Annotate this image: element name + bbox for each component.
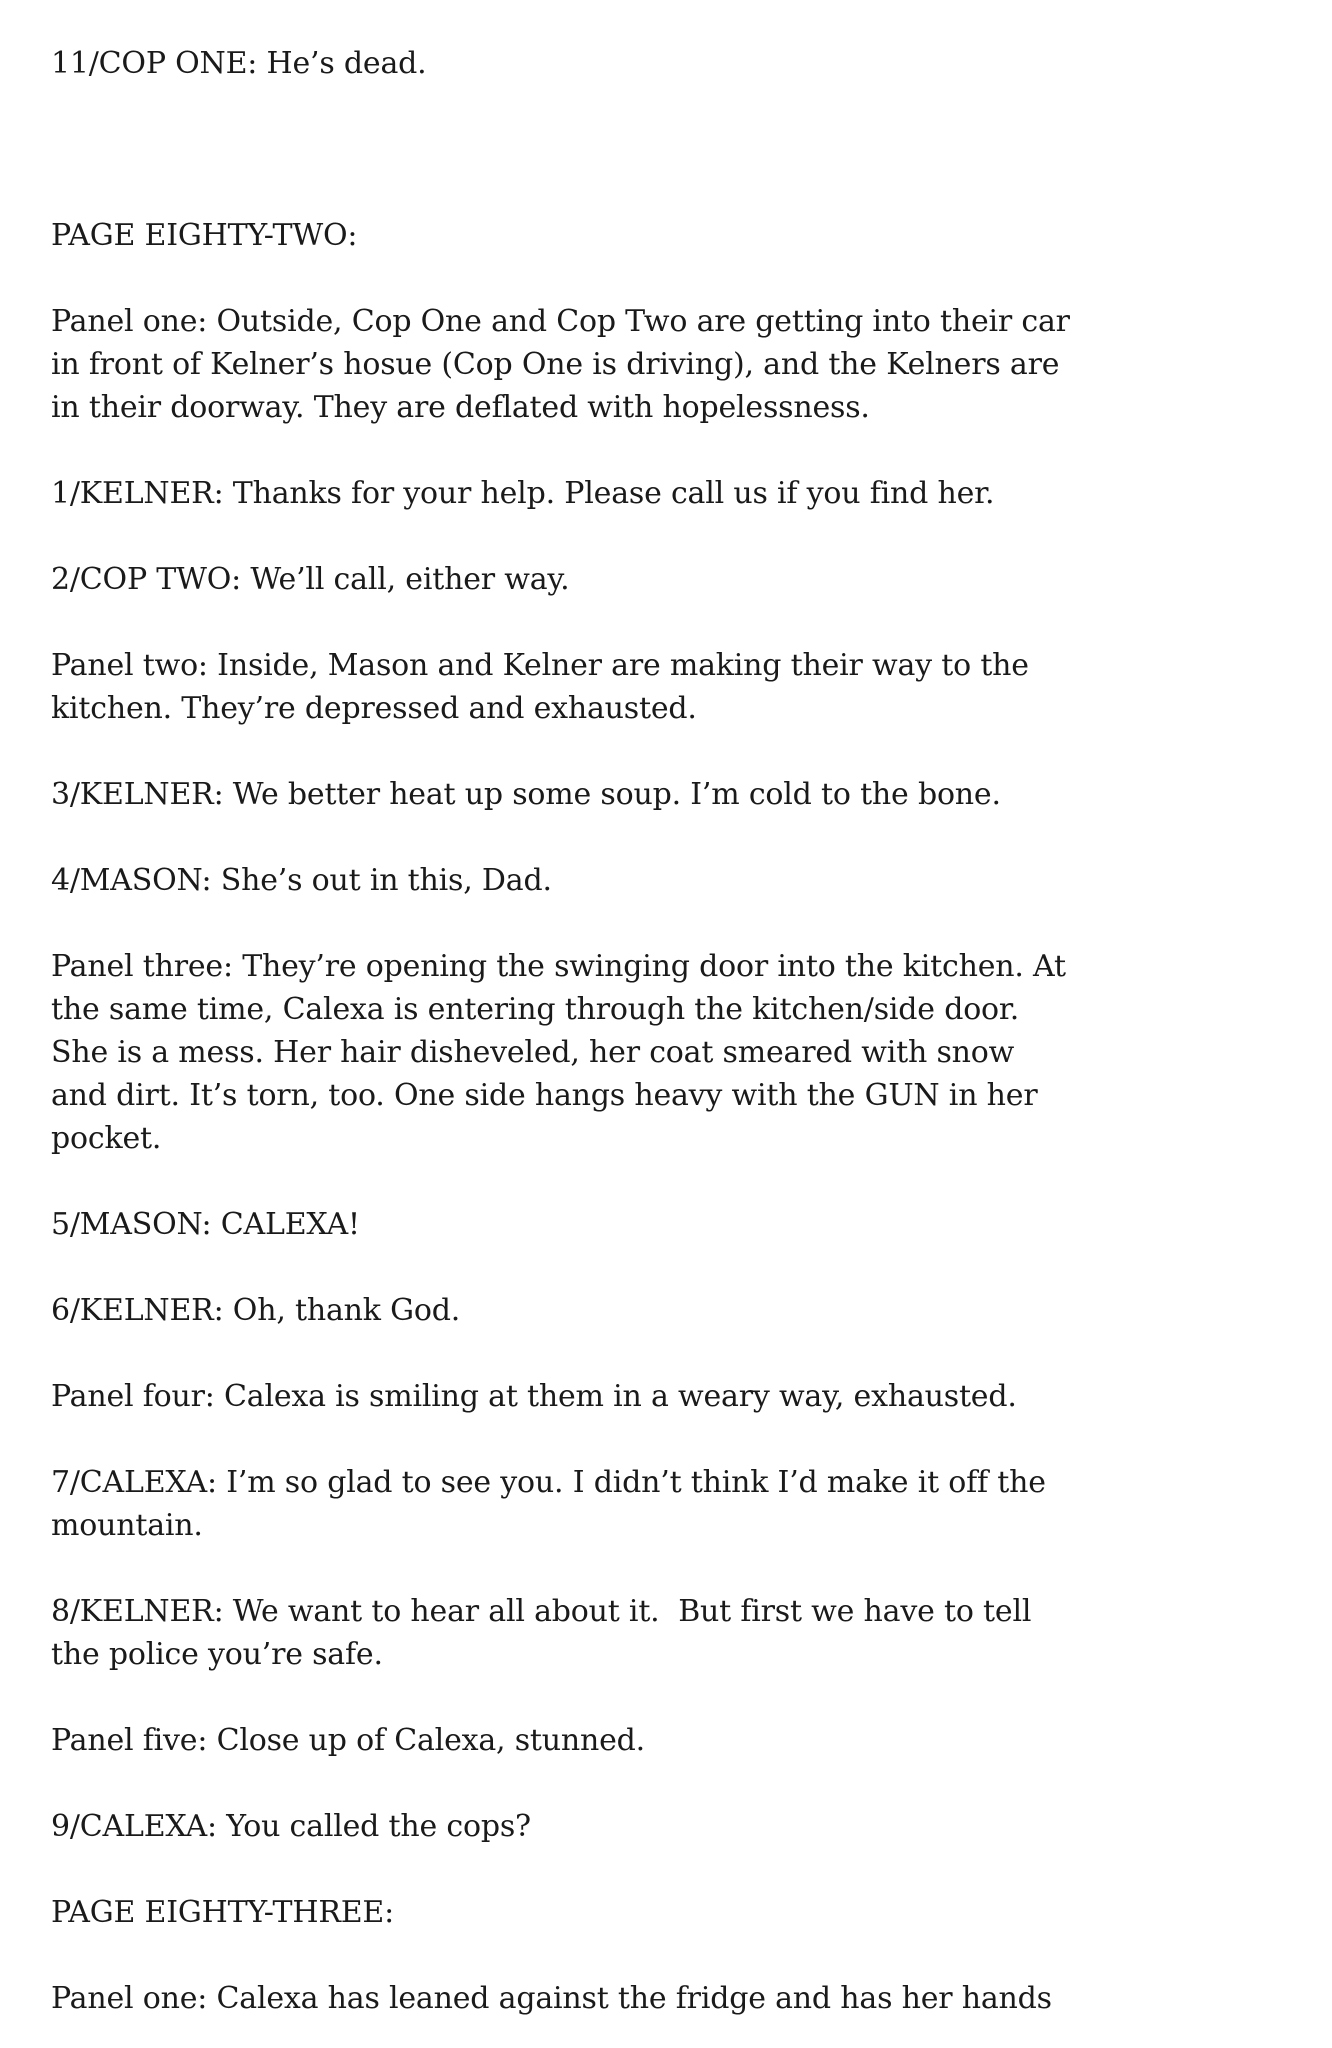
spacer xyxy=(51,1848,1231,1891)
spacer xyxy=(51,601,1231,644)
spacer xyxy=(51,902,1231,945)
dialogue-kelner-6: 6/KELNER: Oh, thank God. xyxy=(51,1293,461,1328)
dialogue-calexa-7: 7/CALEXA: I’m so glad to see you. I didn’t think I’d make it off the mountain. xyxy=(51,1465,1046,1543)
dialogue-calexa-9: 9/CALEXA: You called the cops? xyxy=(51,1809,531,1844)
panel-one-description-page-83: Panel one: Calexa has leaned against the fridge and has her hands xyxy=(51,1981,1052,2016)
panel-four-description: Panel four: Calexa is smiling at them in a weary way, exhausted. xyxy=(51,1379,1017,1414)
dialogue-kelner-8: 8/KELNER: We want to hear all about it. But first we have to tell the police you’re safe. xyxy=(51,1594,1032,1672)
panel-one-description: Panel one: Outside, Cop One and Cop Two are getting into their car in front of Kelner’s hosue (Cop One is driving), and the Kelners are in their doorway. They are deflated with hopelessness. xyxy=(51,304,1070,425)
dialogue-cop-one-11: 11/COP ONE: He’s dead. xyxy=(51,46,427,81)
spacer xyxy=(51,1676,1231,1719)
dialogue-kelner-3: 3/KELNER: We better heat up some soup. I’m cold to the bone. xyxy=(51,777,1001,812)
spacer xyxy=(51,1762,1231,1805)
panel-two-description: Panel two: Inside, Mason and Kelner are making their way to the kitchen. They’re depressed and exhausted. xyxy=(51,648,1029,726)
spacer xyxy=(51,429,1231,472)
spacer xyxy=(51,1418,1231,1461)
dialogue-kelner-1: 1/KELNER: Thanks for your help. Please call us if you find her. xyxy=(51,476,995,511)
dialogue-mason-4: 4/MASON: She’s out in this, Dad. xyxy=(51,863,552,898)
dialogue-cop-two-2: 2/COP TWO: We’ll call, either way. xyxy=(51,562,570,597)
spacer xyxy=(51,1547,1231,1590)
page-heading-eighty-two: PAGE EIGHTY-TWO: xyxy=(51,218,358,253)
page-heading-eighty-three: PAGE EIGHTY-THREE: xyxy=(51,1895,395,1930)
spacer xyxy=(51,816,1231,859)
dialogue-mason-5: 5/MASON: CALEXA! xyxy=(51,1207,360,1242)
spacer xyxy=(51,257,1231,300)
spacer xyxy=(51,1332,1231,1375)
panel-three-description: Panel three: They’re opening the swinging door into the kitchen. At the same time, Calexa is entering through the kitchen/side door. She is a mess. Her hair disheveled, her coat smeared with snow and dirt. It’s torn, too. One side hangs heavy with the GUN in her pocket. xyxy=(51,949,1066,1156)
spacer xyxy=(51,1934,1231,1977)
spacer xyxy=(51,730,1231,773)
spacer xyxy=(51,1160,1231,1203)
script-page xyxy=(51,42,1231,2020)
spacer xyxy=(51,515,1231,558)
spacer xyxy=(51,85,1231,214)
spacer xyxy=(51,1246,1231,1289)
panel-five-description: Panel five: Close up of Calexa, stunned. xyxy=(51,1723,646,1758)
